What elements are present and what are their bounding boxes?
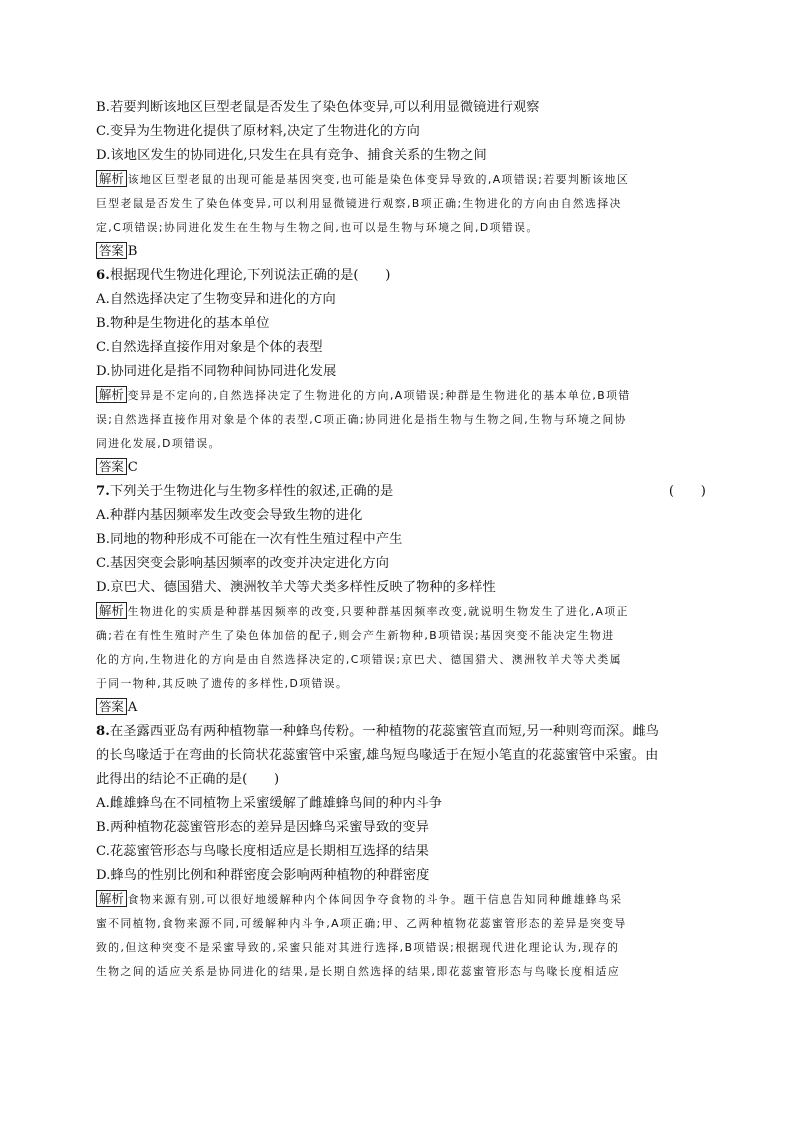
q6-answer-value: C (127, 460, 138, 475)
q6-option-a: A.自然选择决定了生物变异和进化的方向 (96, 292, 336, 307)
q6-analysis-line: 同进化发展,D项错误。 (96, 437, 221, 450)
q7-analysis-line: 于同一物种,其反映了遗传的多样性,D项错误。 (96, 677, 349, 690)
q8-option-d: D.蜂鸟的性别比例和种群密度会影响两种植物的种群密度 (96, 868, 430, 883)
q7-analysis-line: 确;若在有性生殖时产生了染色体加倍的配子,则会产生新物种,B项错误;基因突变不能决定生物进 (96, 629, 615, 642)
q8-stem-line: 的长鸟喙适于在弯曲的长筒状花蕊蜜管中采蜜,雄鸟短鸟喙适于在短小笔直的花蕊蜜管中采蜜。由 (96, 748, 659, 763)
q7-analysis-line (96, 602, 706, 622)
q7-stem-text: 下列关于生物进化与生物多样性的叙述,正确的是 (109, 484, 394, 499)
q6-option-d: D.协同进化是指不同物种间协同进化发展 (96, 364, 337, 379)
q7-stem (96, 482, 706, 502)
q8-stem-line: 此得出的结论不正确的是( ) (96, 772, 280, 787)
q5-option-b: B.若要判断该地区巨型老鼠是否发生了染色体变异,可以利用显微镜进行观察 (96, 100, 540, 115)
q8-number: 8. (96, 724, 110, 739)
q7-answer (96, 698, 706, 718)
q7-answer-value: A (127, 700, 138, 715)
q6-analysis-text: 变异是不定向的,自然选择决定了生物进化的方向,A项错误;种群是生物进化的基本单位,B项错 (127, 389, 631, 402)
analysis-tag: 解析 (96, 890, 127, 907)
q7-option-b: B.同地的物种形成不可能在一次有性生殖过程中产生 (96, 532, 403, 547)
answer-tag: 答案 (96, 698, 127, 715)
q5-analysis-line (96, 170, 706, 190)
q8-option-a: A.雌雄蜂鸟在不同植物上采蜜缓解了雌雄蜂鸟间的种内斗争 (96, 796, 443, 811)
q8-option-c: C.花蕊蜜管形态与鸟喙长度相适应是长期相互选择的结果 (96, 844, 429, 859)
q5-answer (96, 242, 706, 262)
q5-analysis-line: 巨型老鼠是否发生了染色体变异,可以利用显微镜进行观察,B项正确;生物进化的方向由自然选择决 (96, 197, 622, 210)
q7-answer-bracket: ( ) (668, 484, 706, 499)
answer-tag: 答案 (96, 458, 127, 475)
q7-analysis-line: 化的方向,生物进化的方向是由自然选择决定的,C项错误;京巴犬、德国猎犬、澳洲牧羊犬等犬类属 (96, 653, 622, 666)
q5-answer-value: B (127, 244, 138, 259)
q6-stem (96, 266, 706, 286)
q7-option-d: D.京巴犬、德国猎犬、澳洲牧羊犬等犬类多样性反映了物种的多样性 (96, 580, 496, 595)
q5-analysis-line: 定,C项错误;协同进化发生在生物与生物之间,也可以是生物与环境之间,D项错误。 (96, 221, 539, 234)
q6-stem-text: 根据现代生物进化理论,下列说法正确的是( ) (109, 268, 391, 283)
q6-number: 6. (96, 268, 110, 283)
q8-option-b: B.两种植物花蕊蜜管形态的差异是因蜂鸟采蜜导致的变异 (96, 820, 429, 835)
q7-number: 7. (96, 484, 110, 499)
q7-option-a: A.种群内基因频率发生改变会导致生物的进化 (96, 508, 363, 523)
q7-option-c: C.基因突变会影响基因频率的改变并决定进化方向 (96, 556, 390, 571)
answer-tag: 答案 (96, 242, 127, 259)
q8-stem (96, 722, 706, 742)
q8-analysis-line: 生物之间的适应关系是协同进化的结果,是长期自然选择的结果,即花蕊蜜管形态与鸟喙长度相适应 (96, 965, 621, 978)
q5-analysis-text: 该地区巨型老鼠的出现可能是基因突变,也可能是染色体变异导致的,A项错误;若要判断该地区 (127, 173, 630, 186)
q6-analysis-line: 误;自然选择直接作用对象是个体的表型,C项正确;协同进化是指生物与生物之间,生物与环境之间协 (96, 413, 628, 426)
analysis-tag: 解析 (96, 602, 127, 619)
q5-option-c: C.变异为生物进化提供了原材料,决定了生物进化的方向 (96, 124, 420, 139)
q5-option-d: D.该地区发生的协同进化,只发生在具有竞争、捕食关系的生物之间 (96, 148, 487, 163)
q8-analysis-line (96, 890, 706, 910)
q8-analysis-line: 蜜不同植物,食物来源不同,可缓解种内斗争,A项正确;甲、乙两种植物花蕊蜜管形态的差异是突变导 (96, 917, 627, 930)
q6-analysis-line (96, 386, 706, 406)
analysis-tag: 解析 (96, 170, 127, 187)
q6-answer (96, 458, 706, 478)
q6-option-b: B.物种是生物进化的基本单位 (96, 316, 270, 331)
analysis-tag: 解析 (96, 386, 127, 403)
q6-option-c: C.自然选择直接作用对象是个体的表型 (96, 340, 323, 355)
q8-analysis-text: 食物来源有别,可以很好地缓解种内个体间因争夺食物的斗争。题干信息告知同种雌雄蜂鸟采 (127, 893, 623, 906)
q8-analysis-line: 致的,但这种突变不是采蜜导致的,采蜜只能对其进行选择,B项错误;根据现代进化理论认为,现存的 (96, 941, 620, 954)
q7-analysis-text: 生物进化的实质是种群基因频率的改变,只要种群基因频率改变,就说明生物发生了进化,A项正 (127, 605, 629, 618)
q8-stem-text: 在圣露西亚岛有两种植物靠一种蜂鸟传粉。一种植物的花蕊蜜管直而短,另一种则弯而深。雌鸟 (109, 724, 660, 739)
